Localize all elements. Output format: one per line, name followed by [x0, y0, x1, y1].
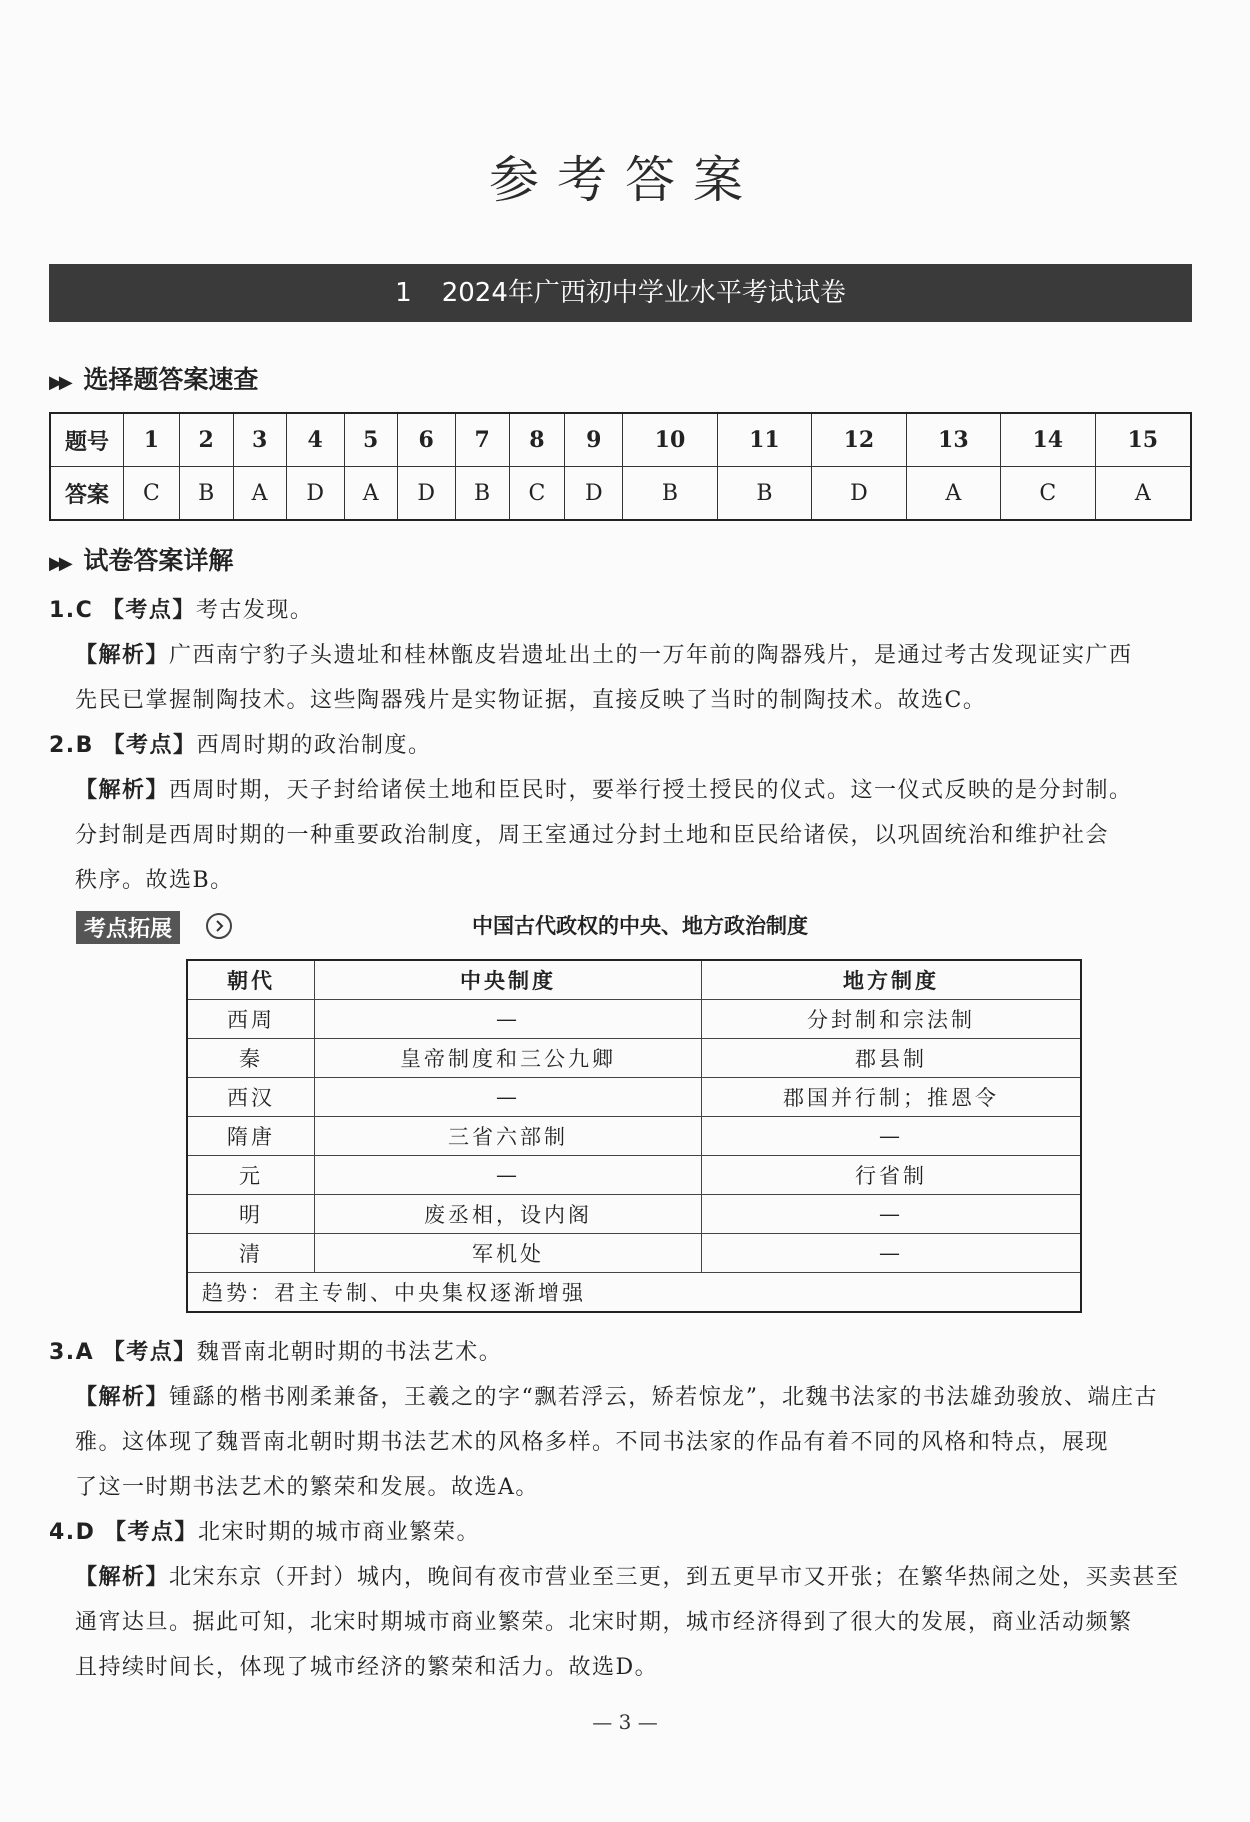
kaodian-label: 【考点】: [102, 1340, 197, 1365]
item-heading: [49, 723, 1209, 768]
table-cell: 西汉: [187, 1078, 315, 1117]
answer-letter: D: [812, 467, 906, 521]
extension-title: 中国古代政权的中央、地方政治制度: [472, 914, 808, 938]
analysis-line: [49, 678, 1209, 723]
section-heading: [49, 541, 233, 577]
answer-letter: C: [1001, 467, 1095, 521]
question-number: 9: [565, 413, 623, 467]
analysis-line: [49, 1465, 1209, 1510]
item-heading: [49, 588, 1209, 633]
answer-letter: D: [397, 467, 455, 521]
question-number: 15: [1095, 413, 1191, 467]
answer-letter: D: [286, 467, 344, 521]
answer-letter: C: [509, 467, 565, 521]
double-arrow-icon: ▶▶: [49, 553, 69, 574]
table-row: [187, 1000, 1081, 1039]
analysis-line: [49, 768, 1209, 813]
question-number: 1: [124, 413, 180, 467]
table-cell: 隋唐: [187, 1117, 315, 1156]
question-number: 2: [179, 413, 233, 467]
jiexi-label: 【解析】: [75, 1565, 170, 1590]
question-number: 3: [233, 413, 286, 467]
table-cell: 郡国并行制；推恩令: [702, 1078, 1082, 1117]
item-number: 3.A: [49, 1340, 95, 1365]
explanations-part-1: [49, 588, 1209, 903]
trend-text: 趋势：君主专制、中央集权逐渐增强: [187, 1273, 1081, 1313]
table-cell: 秦: [187, 1039, 315, 1078]
analysis-line: [49, 1600, 1209, 1645]
header-cell: 中央制度: [315, 960, 702, 1000]
kaodian-label: 【考点】: [103, 1520, 198, 1545]
table-row: [187, 1039, 1081, 1078]
question-number: 14: [1001, 413, 1095, 467]
analysis-text: 锺繇的楷书刚柔兼备，王羲之的字“飘若浮云，矫若惊龙”，北魏书法家的书法雄劲骏放、端庄古: [169, 1385, 1159, 1410]
chevron-right-glyph: [208, 915, 230, 937]
table-cell: 清: [187, 1234, 315, 1273]
question-number: 13: [906, 413, 1000, 467]
trend-row: [187, 1273, 1081, 1313]
question-number: 6: [397, 413, 455, 467]
item-number: 2.B: [49, 733, 94, 758]
row-label: 答案: [50, 467, 124, 521]
answer-letter: A: [906, 467, 1000, 521]
table-cell: 皇帝制度和三公九卿: [315, 1039, 702, 1078]
question-number: 5: [344, 413, 397, 467]
jiexi-label: 【解析】: [75, 778, 170, 803]
analysis-text: 通宵达旦。据此可知，北宋时期城市商业繁荣。北宋时期，城市经济得到了很大的发展，商业活动频繁: [75, 1610, 1133, 1635]
answer-letter: B: [455, 467, 509, 521]
analysis-line: [49, 858, 1209, 903]
table-header: [187, 960, 1081, 1000]
exam-title: 2024年广西初中学业水平考试试卷: [441, 278, 846, 308]
table-cell: —: [315, 1078, 702, 1117]
analysis-text: 且持续时间长，体现了城市经济的繁荣和活力。故选D。: [75, 1655, 659, 1680]
table-row: [187, 1156, 1081, 1195]
table-cell: 郡县制: [702, 1039, 1082, 1078]
table-cell: 军机处: [315, 1234, 702, 1273]
table-cell: 分封制和宗法制: [702, 1000, 1082, 1039]
analysis-text: 广西南宁豹子头遗址和桂林甑皮岩遗址出土的一万年前的陶器残片，是通过考古发现证实广西: [169, 643, 1133, 668]
analysis-line: [49, 1420, 1209, 1465]
explanations-part-2: [49, 1330, 1209, 1690]
analysis-line: [49, 813, 1209, 858]
answer-letter: B: [179, 467, 233, 521]
answer-letter: C: [124, 467, 180, 521]
analysis-line: [49, 633, 1209, 678]
analysis-line: [49, 1555, 1209, 1600]
double-arrow-icon: ▶▶: [49, 372, 69, 393]
analysis-text: 分封制是西周时期的一种重要政治制度，周王室通过分封土地和臣民给诸侯，以巩固统治和维护社会: [75, 823, 1110, 848]
table-cell: —: [315, 1000, 702, 1039]
section-title: 试卷答案详解: [83, 546, 234, 575]
analysis-line: [49, 1375, 1209, 1420]
table-cell: 废丞相，设内阁: [315, 1195, 702, 1234]
table-cell: —: [702, 1117, 1082, 1156]
table-cell: —: [315, 1156, 702, 1195]
table-cell: —: [702, 1195, 1082, 1234]
answer-table: [49, 412, 1192, 521]
analysis-text: 雅。这体现了魏晋南北朝时期书法艺术的风格多样。不同书法家的作品有着不同的风格和特点，展现: [75, 1430, 1110, 1455]
item-heading: [49, 1330, 1209, 1375]
analysis-line: [49, 1645, 1209, 1690]
item-number: 1.C: [49, 598, 94, 623]
kaodian-text: 西周时期的政治制度。: [196, 733, 432, 758]
table-cell: —: [702, 1234, 1082, 1273]
question-number: 12: [812, 413, 906, 467]
kaodian-text: 北宋时期的城市商业繁荣。: [197, 1520, 480, 1545]
table-cell: 明: [187, 1195, 315, 1234]
table-cell: 元: [187, 1156, 315, 1195]
row-label: 题号: [50, 413, 124, 467]
table-row: [187, 1234, 1081, 1273]
kaodian-label: 【考点】: [102, 733, 197, 758]
question-number: 7: [455, 413, 509, 467]
table-row: [187, 1117, 1081, 1156]
answer-letter: B: [717, 467, 811, 521]
answer-letter: D: [565, 467, 623, 521]
answer-letter: B: [623, 467, 717, 521]
question-number: 8: [509, 413, 565, 467]
extension-label: 考点拓展: [76, 911, 180, 944]
chevron-right-icon: [206, 913, 232, 939]
question-number: 11: [717, 413, 811, 467]
exam-number: 1: [395, 278, 412, 308]
item-heading: [49, 1510, 1209, 1555]
kaodian-text: 考古发现。: [195, 598, 314, 623]
item-number: 4.D: [49, 1520, 96, 1545]
answer-letter: A: [344, 467, 397, 521]
table-row: [187, 1078, 1081, 1117]
page-title: 参考答案: [489, 151, 761, 209]
analysis-text: 西周时期，天子封给诸侯土地和臣民时，要举行授土授民的仪式。这一仪式反映的是分封制。: [169, 778, 1133, 803]
table-row: [187, 1195, 1081, 1234]
analysis-text: 先民已掌握制陶技术。这些陶器残片是实物证据，直接反映了当时的制陶技术。故选C。: [75, 688, 987, 713]
table-cell: 行省制: [702, 1156, 1082, 1195]
kaodian-label: 【考点】: [101, 598, 196, 623]
answer-letter: A: [1095, 467, 1191, 521]
page-number: — 3 —: [592, 1710, 658, 1734]
header-cell: 朝代: [187, 960, 315, 1000]
section-title: 选择题答案速查: [83, 365, 259, 394]
table-cell: 西周: [187, 1000, 315, 1039]
political-system-table: [186, 959, 1082, 1313]
analysis-text: 了这一时期书法艺术的繁荣和发展。故选A。: [75, 1475, 539, 1500]
analysis-text: 北宋东京（开封）城内，晚间有夜市营业至三更，到五更早市又开张；在繁华热闹之处，买卖甚至: [169, 1565, 1180, 1590]
analysis-text: 秩序。故选B。: [75, 868, 234, 893]
jiexi-label: 【解析】: [75, 643, 170, 668]
answer-row: [50, 467, 1191, 521]
jiexi-label: 【解析】: [75, 1385, 170, 1410]
question-number: 4: [286, 413, 344, 467]
exam-banner: [49, 264, 1192, 322]
question-number: 10: [623, 413, 717, 467]
question-row: [50, 413, 1191, 467]
section-heading: [49, 360, 258, 396]
kaodian-text: 魏晋南北朝时期的书法艺术。: [196, 1340, 503, 1365]
answer-letter: A: [233, 467, 286, 521]
header-cell: 地方制度: [702, 960, 1082, 1000]
table-cell: 三省六部制: [315, 1117, 702, 1156]
